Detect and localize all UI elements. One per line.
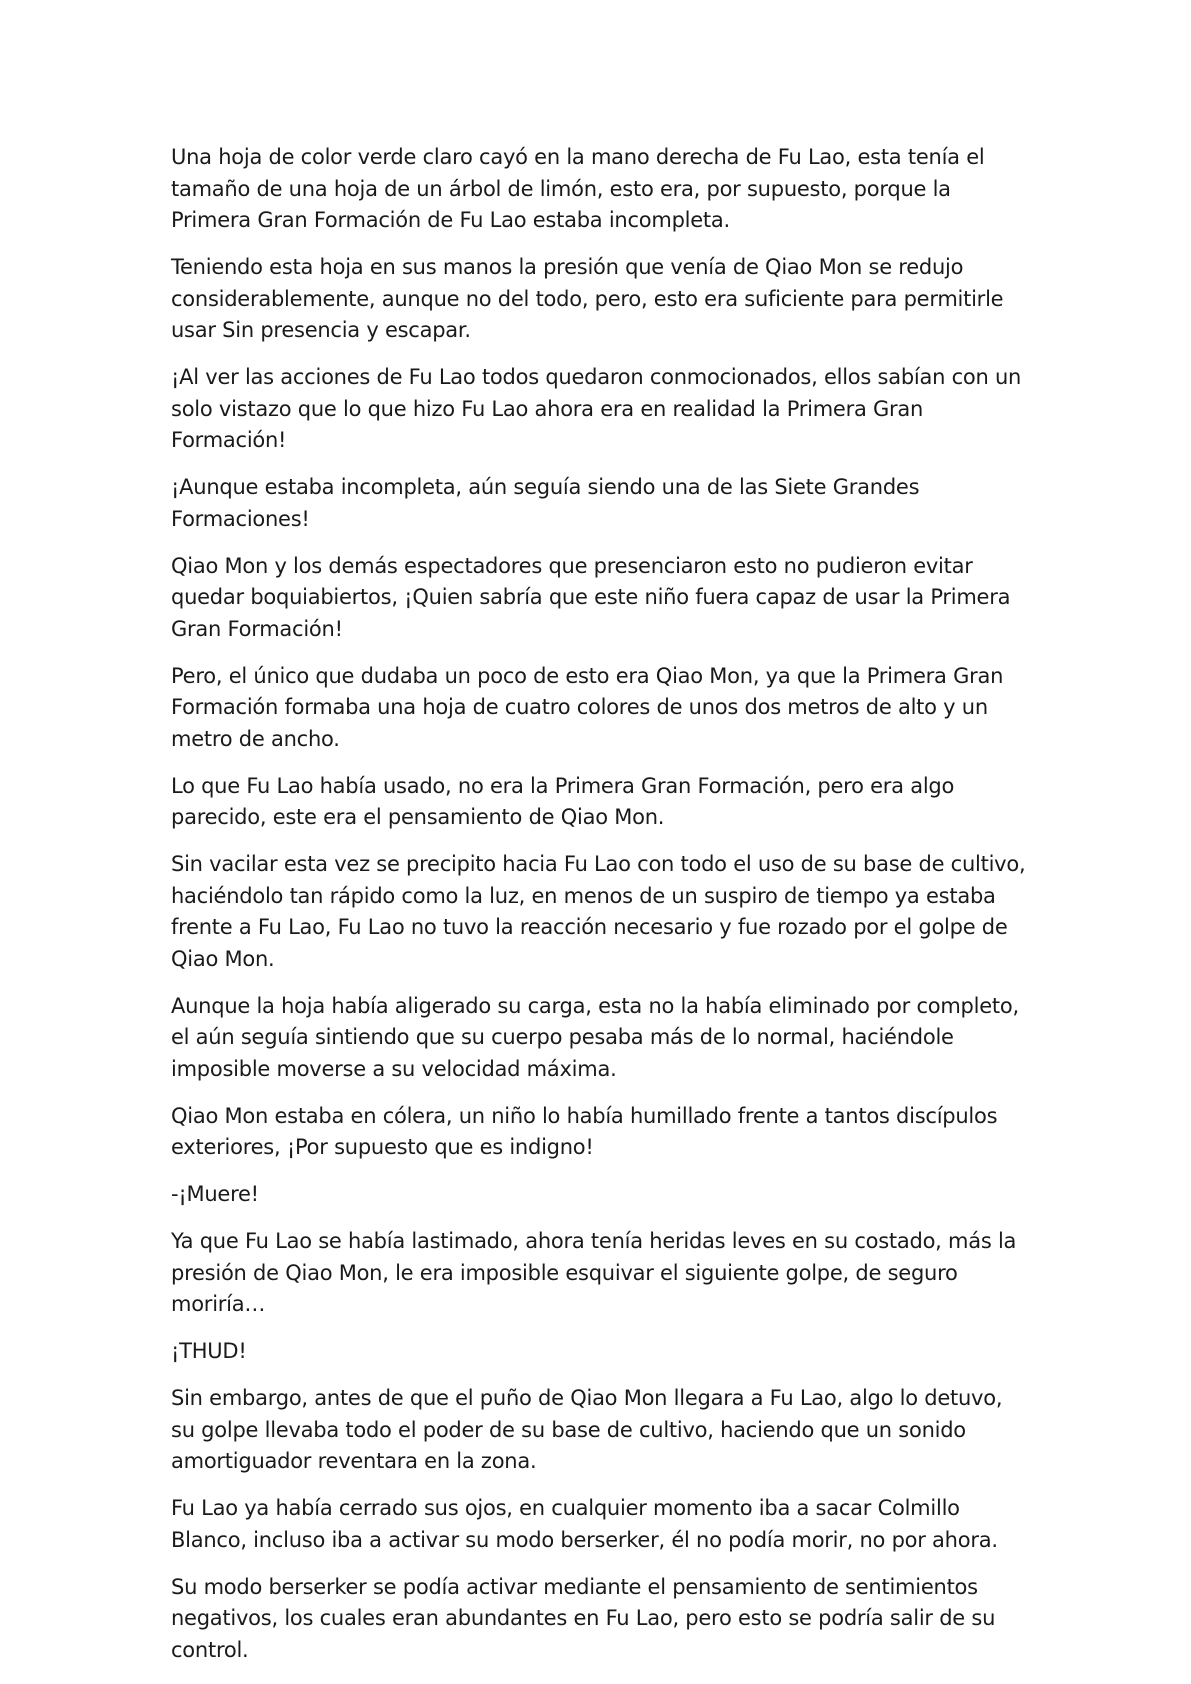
dialogue-line: -¡Muere! <box>171 1182 259 1206</box>
paragraph: ¡Al ver las acciones de Fu Lao todos quedaron conmocionados, ellos sabían con un solo vistazo que lo que hizo Fu Lao ahora era en realidad la Primera Gran Formación! <box>171 365 1022 452</box>
paragraph: Pero, el único que dudaba un poco de esto era Qiao Mon, ya que la Primera Gran Formación formaba una hoja de cuatro colores de unos dos metros de alto y un metro de ancho. <box>171 663 1004 751</box>
paragraph: Ya que Fu Lao se había lastimado, ahora tenía heridas leves en su costado, más la presión de Qiao Mon, le era imposible esquivar el siguiente golpe, de seguro moriría… <box>171 1229 1017 1316</box>
paragraph: Una hoja de color verde claro cayó en la mano derecha de Fu Lao, esta tenía el tamaño de una hoja de un árbol de limón, esto era, por supuesto, porque la Primera Gran Formación de Fu Lao estaba incompleta. <box>171 145 985 232</box>
paragraph: Teniendo esta hoja en sus manos la presión que venía de Qiao Mon se redujo considerablemente, aunque no del todo, pero, esto era suficiente para permitirle usar Sin presencia y escapar. <box>171 255 1004 342</box>
paragraph: Qiao Mon y los demás espectadores que presenciaron esto no pudieron evitar quedar boquiabiertos, ¡Quien sabría que este niño fuera capaz de usar la Primera Gran Formación! <box>171 553 1011 641</box>
sound-effect-line: ¡THUD! <box>171 1339 247 1363</box>
paragraph: Aunque la hoja había aligerado su carga, esta no la había eliminado por completo, el aún seguía sintiendo que su cuerpo pesaba más de lo normal, haciéndole imposible moverse a su velocidad máxima. <box>171 993 1019 1081</box>
paragraph: Lo que Fu Lao había usado, no era la Primera Gran Formación, pero era algo parecido, este era el pensamiento de Qiao Mon. <box>171 773 955 829</box>
paragraph: ¡Aunque estaba incompleta, aún seguía siendo una de las Siete Grandes Formaciones! <box>171 475 920 531</box>
paragraph: Sin vacilar esta vez se precipito hacia Fu Lao con todo el uso de su base de cultivo, haciéndolo tan rápido como la luz, en menos de un suspiro de tiempo ya estaba frente a Fu Lao, Fu Lao no tuvo la reacción necesario y fue rozado por el golpe de Qiao Mon. <box>171 852 1026 971</box>
document-body <box>171 142 1031 1682</box>
paragraph: Qiao Mon estaba en cólera, un niño lo había humillado frente a tantos discípulos exteriores, ¡Por supuesto que es indigno! <box>171 1103 998 1159</box>
paragraph: Su modo berserker se podía activar mediante el pensamiento de sentimientos negativos, los cuales eran abundantes en Fu Lao, pero esto se podría salir de su control. <box>171 1574 996 1662</box>
paragraph: Fu Lao ya había cerrado sus ojos, en cualquier momento iba a sacar Colmillo Blanco, incluso iba a activar su modo berserker, él no podía morir, no por ahora. <box>171 1496 998 1552</box>
paragraph: Sin embargo, antes de que el puño de Qiao Mon llegara a Fu Lao, algo lo detuvo, su golpe llevaba todo el poder de su base de cultivo, haciendo que un sonido amortiguador reventara en la zona. <box>171 1386 1003 1473</box>
